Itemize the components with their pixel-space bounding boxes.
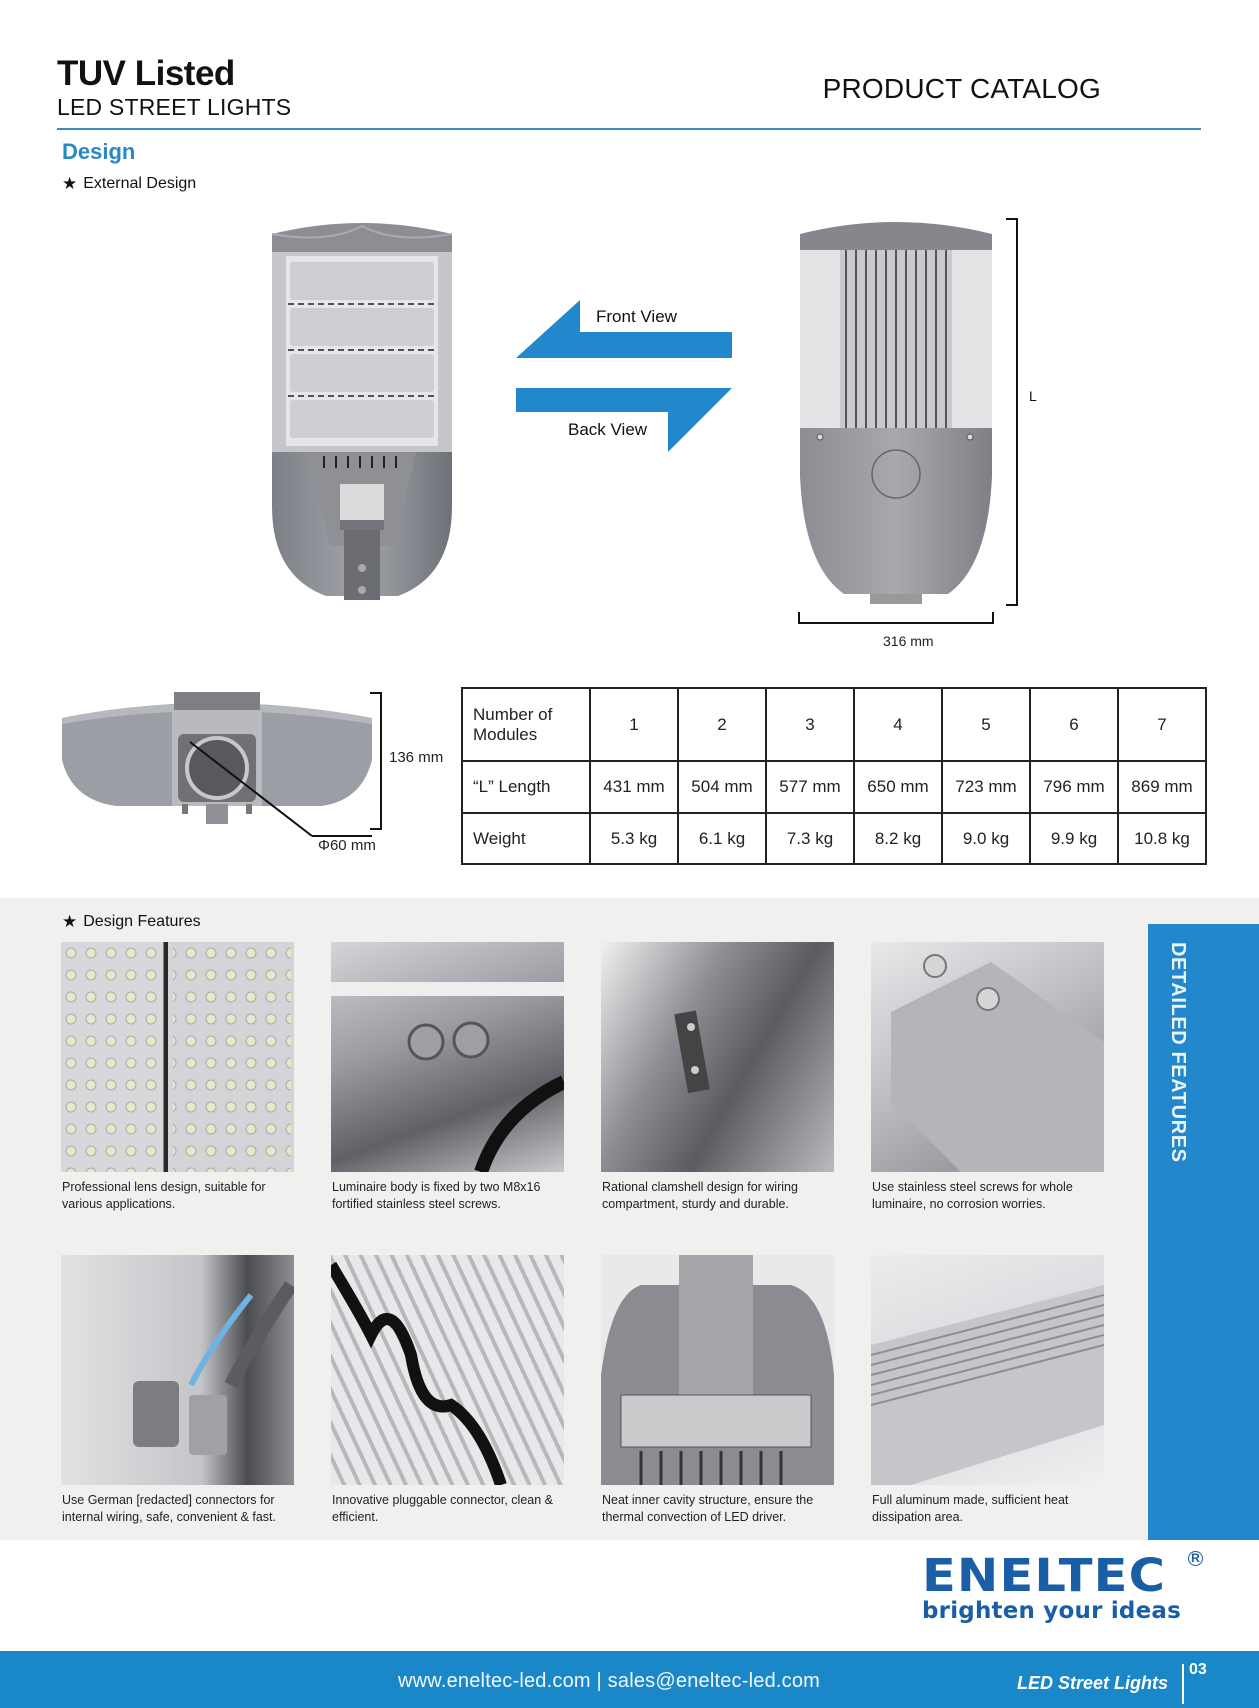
feature-caption: Rational clamshell design for wiring compartment, sturdy and durable. [602,1180,798,1211]
width-dimension-tick-right [992,612,994,624]
length-dimension-tick-bottom [1006,604,1018,606]
footer-product-line: LED Street Lights [1017,1673,1169,1693]
external-design-label: External Design [83,174,197,192]
table-cell: 869 mm [1118,761,1206,813]
table-cell: 504 mm [678,761,766,813]
front-view-luminaire-image [268,216,456,606]
table-cell: 4 [854,688,942,761]
design-features-label: Design Features [83,912,201,930]
table-cell: 7.3 kg [766,813,854,864]
diameter-label: Φ60 mm [318,837,376,854]
feature-caption: Luminaire body is fixed by two M8x16 fortified stainless steel screws. [332,1180,541,1211]
table-row [462,761,1206,813]
feature-photo-fixing-screws [331,942,564,1172]
view-switch-arrows [516,300,738,452]
driver-cavity-icon [601,1255,834,1485]
feature-caption: Use stainless steel screws for whole luminaire, no corrosion worries. [872,1180,1073,1211]
connector-icon [61,1255,294,1485]
page-subtitle: LED STREET LIGHTS [57,94,292,120]
design-features-heading [62,913,201,930]
footer-contact[interactable]: www.eneltec-led.com | sales@eneltec-led.com [398,1670,821,1692]
feature-photo-led-lens-module [61,942,294,1172]
row-header-weight: Weight [462,813,590,864]
page-title: TUV Listed [57,54,235,93]
length-dimension-tick-top [1006,218,1018,220]
eneltec-logo [922,1549,1200,1624]
width-dimension-line [798,622,994,624]
feature-caption: Professional lens design, suitable for various applications. [62,1180,266,1211]
table-cell: 2 [678,688,766,761]
logo-tagline: brighten your ideas [922,1598,1181,1624]
length-label: L [1029,388,1037,404]
module-spec-table [461,687,1207,865]
feature-caption: Full aluminum made, sufficient heat dissipation area. [872,1493,1069,1524]
height-dimension-line [380,692,382,830]
feature-photo-wiring-connectors [61,1255,294,1485]
feature-photo-pole-mount-screws [871,942,1104,1172]
screws-icon [331,942,564,1172]
table-cell: 796 mm [1030,761,1118,813]
table-cell: 650 mm [854,761,942,813]
table-cell: 9.0 kg [942,813,1030,864]
feature-photo-driver-cavity [601,1255,834,1485]
table-cell: 1 [590,688,678,761]
table-cell: 6 [1030,688,1118,761]
detailed-features-tab [1148,924,1259,1540]
table-cell: 8.2 kg [854,813,942,864]
header-divider [57,128,1201,130]
table-row [462,813,1206,864]
page-footer [0,1651,1259,1708]
row-header-length: “L” Length [462,761,590,813]
length-dimension-line [1016,218,1018,606]
height-dimension-tick-top [370,692,382,694]
catalog-label: PRODUCT CATALOG [822,73,1101,104]
logo-brand: ENELTEC [922,1549,1167,1602]
feature-caption: Use German [redacted] connectors for internal wiring, safe, convenient & fast. [62,1493,277,1524]
table-cell: 3 [766,688,854,761]
table-cell: 7 [1118,688,1206,761]
feature-caption: Neat inner cavity structure, ensure the thermal convection of LED driver. [602,1493,814,1524]
table-cell: 9.9 kg [1030,813,1118,864]
feature-photo-heat-sink [871,1255,1104,1485]
height-dimension-tick-bottom [370,828,382,830]
feature-photo-clamshell-hinge [601,942,834,1172]
table-row [462,688,1206,761]
back-view-luminaire-image [798,216,994,606]
detailed-features-label: DETAILED FEATURES [1167,942,1189,1163]
table-cell: 5.3 kg [590,813,678,864]
feature-photo-pluggable-connector [331,1255,564,1485]
cable-icon [331,1255,564,1485]
external-design-heading [62,175,196,192]
star-icon: ★ [62,912,78,931]
back-view-label: Back View [568,420,648,439]
led-lens-pattern-icon [61,942,294,1172]
table-cell: 5 [942,688,1030,761]
footer-divider [1182,1664,1184,1704]
front-view-label: Front View [596,307,677,326]
hinge-icon [601,942,834,1172]
table-cell: 431 mm [590,761,678,813]
heat-sink-fins-icon [871,1255,1104,1485]
side-view-luminaire-image [62,690,372,840]
bracket-screws-icon [871,942,1104,1172]
table-cell: 10.8 kg [1118,813,1206,864]
star-icon: ★ [62,174,78,193]
registered-icon: R [1188,1551,1203,1566]
height-label: 136 mm [389,749,444,766]
table-cell: 723 mm [942,761,1030,813]
row-header-modules: Number of Modules [462,688,590,761]
feature-caption: Innovative pluggable connector, clean & efficient. [332,1493,553,1524]
width-label: 316 mm [883,633,934,649]
section-title: Design [62,139,136,164]
width-dimension-tick-left [798,612,800,624]
table-cell: 577 mm [766,761,854,813]
table-cell: 6.1 kg [678,813,766,864]
page-number: 03 [1189,1661,1207,1678]
